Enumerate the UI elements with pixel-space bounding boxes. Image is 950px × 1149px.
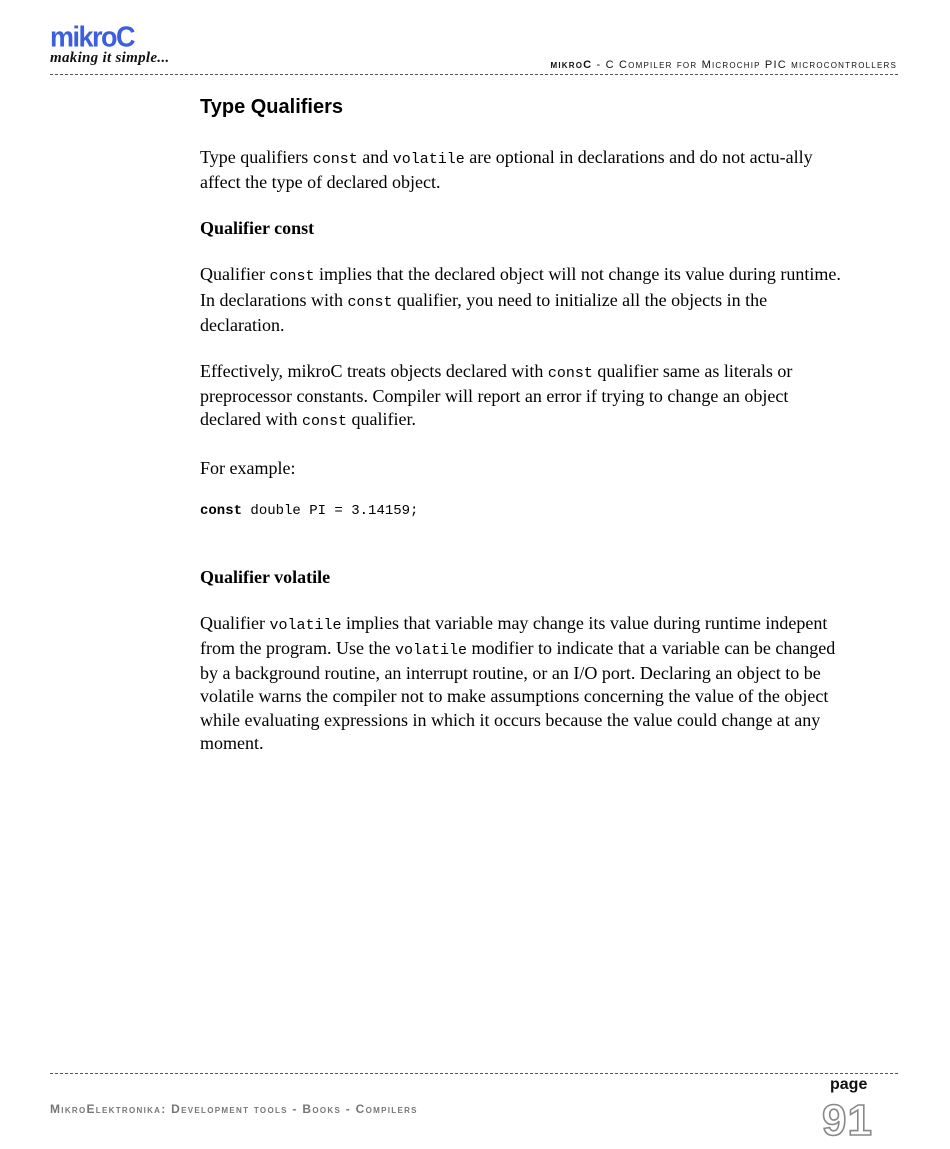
footer-text: MikroElektronika: Development tools - Books - Compilers: [50, 1102, 418, 1116]
text-run: qualifier same as literals or preprocessor constants. Compiler will report an error if trying to change an object declared with: [200, 361, 793, 430]
page-label: page: [830, 1076, 868, 1093]
inline-code: const: [312, 151, 358, 168]
volatile-heading: Qualifier volatile: [200, 566, 331, 587]
brand-tagline: making it simple...: [50, 50, 170, 66]
brand-name: mikroC: [50, 21, 135, 53]
header-title: [550, 59, 897, 71]
const-heading: Qualifier const: [200, 218, 315, 239]
text-run: Effectively, mikroC treats objects declared with: [200, 361, 548, 382]
text-run: modifier to indicate that a variable can be changed by a background routine, an interrupt routine, or an I/O port. Declaring an object to be volatile warns the compiler not to make assumptions concerning the value of the object while evaluating expressions in which it occurs because the value could change at any moment.: [200, 638, 836, 753]
text-run: qualifier.: [346, 409, 416, 430]
header-title-text: - C Compiler for Microchip PIC microcontrollers: [592, 59, 897, 71]
header-divider: [50, 74, 898, 75]
footer-divider: [50, 1073, 898, 1074]
text-run: are optional in declarations and do not actu-ally affect the type of declared object.: [200, 147, 813, 193]
inline-code: volatile: [269, 616, 342, 634]
const-paragraph-1: [200, 263, 852, 337]
code-example: [200, 502, 852, 520]
inline-code: volatile: [394, 642, 467, 660]
text-run: Type qualifiers: [200, 147, 313, 167]
example-label: For example:: [200, 457, 296, 478]
volatile-paragraph: [200, 612, 852, 755]
text-run: Qualifier: [200, 264, 270, 285]
inline-code: const: [347, 293, 393, 311]
text-run: implies that variable may change its value during runtime indepent from the program. Use the: [200, 612, 828, 659]
intro-paragraph: [200, 146, 852, 194]
inline-code: const: [301, 413, 347, 431]
text-run: and: [357, 147, 393, 167]
page-number: 91: [822, 1096, 873, 1145]
text-run: Qualifier: [200, 612, 270, 633]
brand-logo: [50, 22, 169, 67]
inline-code: volatile: [392, 151, 465, 168]
page-content: [200, 94, 852, 778]
section-title: Type Qualifiers: [200, 96, 344, 118]
code-keyword: const: [200, 502, 243, 519]
inline-code: const: [269, 268, 315, 286]
text-run: implies that the declared object will not change its value during runtime. In declarations with: [200, 264, 841, 310]
code-text: double PI = 3.14159;: [242, 502, 419, 519]
const-paragraph-2: [200, 360, 852, 434]
text-run: qualifier, you need to initialize all the objects in the declaration.: [200, 289, 768, 335]
inline-code: const: [547, 365, 593, 383]
header-title-product: mikroC: [550, 59, 593, 71]
